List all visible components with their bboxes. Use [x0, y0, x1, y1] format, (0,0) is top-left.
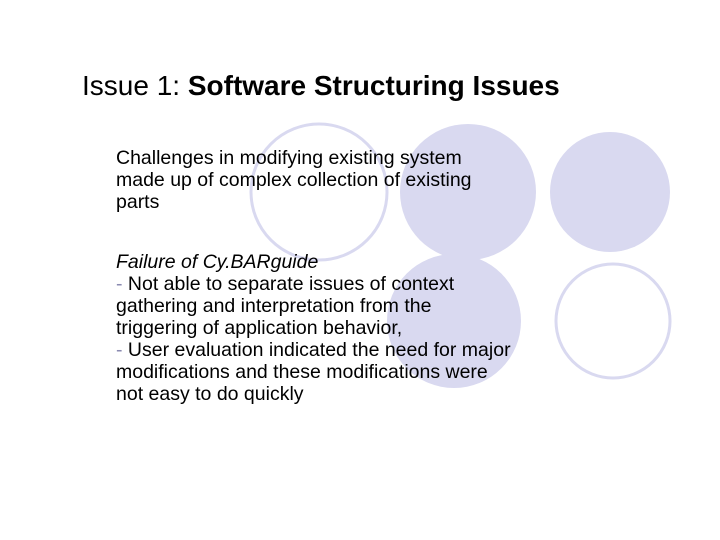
paragraph-line: made up of complex collection of existing	[116, 169, 472, 191]
slide-title	[82, 66, 702, 106]
slide-title-prefix: Issue 1:	[82, 70, 188, 101]
bullet-dash: -	[116, 339, 128, 361]
bullet-text: User evaluation indicated the need for major	[127, 339, 511, 361]
bullet-line: triggering of application behavior,	[116, 317, 403, 339]
slide-title-bold: Software Structuring Issues	[187, 70, 560, 101]
bullet-line: not easy to do quickly	[116, 383, 304, 405]
failure-heading: Failure of Cy.BARguide	[116, 251, 319, 273]
bullet-text: Not able to separate issues of context	[127, 273, 455, 295]
bullet-line: modifications and these modifications were	[116, 361, 488, 383]
bullet-line	[116, 273, 636, 295]
paragraph-challenges	[116, 147, 636, 213]
bullet-dash: -	[116, 273, 128, 295]
bullet-line	[116, 339, 636, 361]
paragraph-failure	[116, 251, 636, 405]
paragraph-line: Challenges in modifying existing system	[116, 147, 462, 169]
paragraph-line: parts	[116, 191, 160, 213]
bullet-line: gathering and interpretation from the	[116, 295, 432, 317]
